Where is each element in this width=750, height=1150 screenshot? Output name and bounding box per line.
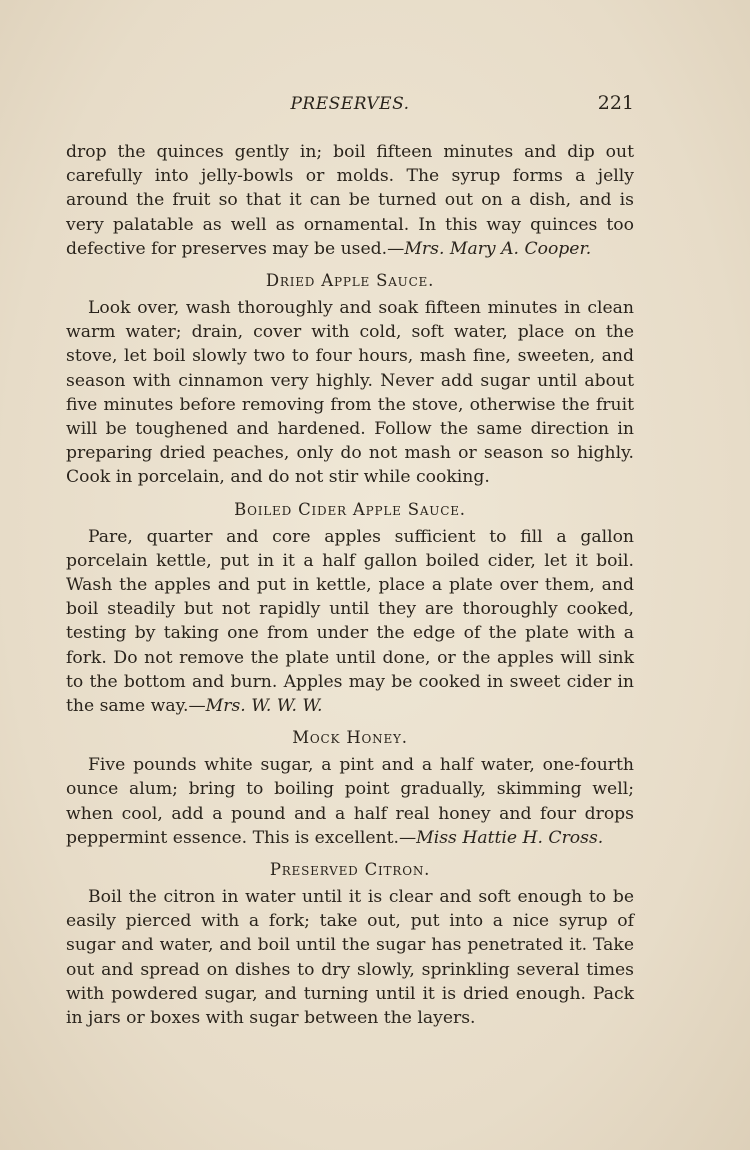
recipe-text-preserved-citron: Boil the citron in water until it is clear and soft enough to be easily pierced with a fork; take out, put into a nice syrup of sugar and water, and boil until the sugar has penetrated it. Take out and spread on dishes to dry slowly, sprinkling several times with powdered sugar, and turning until it is dried enough. Pack in jars or boxes with sugar between the layers. [66, 887, 634, 1029]
running-head: PRESERVES. [290, 94, 410, 114]
page-number: 221 [597, 92, 634, 114]
recipe-text-dried-apple-sauce: Look over, wash thoroughly and soak fifteen minutes in clean warm water; drain, cover with cold, soft water, place on the stove, let boil slowly two to four hours, mash fine, sweeten, and season with cinnamon very highly. Never add sugar until about five minutes before removing from the stove, otherwise the fruit will be toughened and hardened. Follow the same direction in preparing dried peaches, only do not mash or season so highly. Cook in porcelain, and do not stir while cooking. [66, 298, 634, 488]
intro-paragraph [66, 140, 634, 261]
recipe-paragraph-boiled-cider-apple-sauce [66, 525, 634, 719]
recipe-title-boiled-cider-apple-sauce: Boiled Cider Apple Sauce. [234, 499, 466, 519]
recipe-attribution-mock-honey: Miss Hattie H. Cross. [416, 827, 604, 848]
intro-attribution: Mrs. Mary A. Cooper. [404, 238, 592, 259]
recipe-attribution-boiled-cider-apple-sauce: Mrs. W. W. W. [205, 696, 323, 717]
page-content [66, 140, 634, 1030]
page-header [66, 92, 634, 120]
recipe-text-boiled-cider-apple-sauce: Pare, quarter and core apples sufficient to fill a gallon porcelain kettle, put in it a half gallon boiled cider, let it boil. Wash the apples and put in kettle, place a plate over them, and boil steadily but not rapidly until they are thoroughly cooked, testing by taking one from under the edge of the plate with a fork. Do not remove the plate until done, or the apples will sink to the bottom and burn. Apples may be cooked in sweet cider in the same way.— [66, 526, 634, 717]
recipe-title-preserved-citron: Preserved Citron. [269, 860, 431, 880]
recipe-title-dried-apple-sauce: Dried Apple Sauce. [265, 271, 435, 291]
intro-text: drop the quinces gently in; boil fifteen minutes and dip out carefully into jelly-bowls or molds. The syrup forms a jelly around the fruit so that it can be turned out on a dish, and is very palatable as well as ornamental. In this way quinces too defective for preserves may be used.— [66, 142, 634, 259]
recipe-text-mock-honey: Five pounds white sugar, a pint and a half water, one-fourth ounce alum; bring to boiling point gradually, skimming well; when cool, add a pound and a half real honey and four drops peppermint essence. This is excellent.— [66, 755, 634, 848]
recipe-paragraph-mock-honey [66, 753, 634, 850]
recipe-title-mock-honey: Mock Honey. [292, 728, 408, 748]
